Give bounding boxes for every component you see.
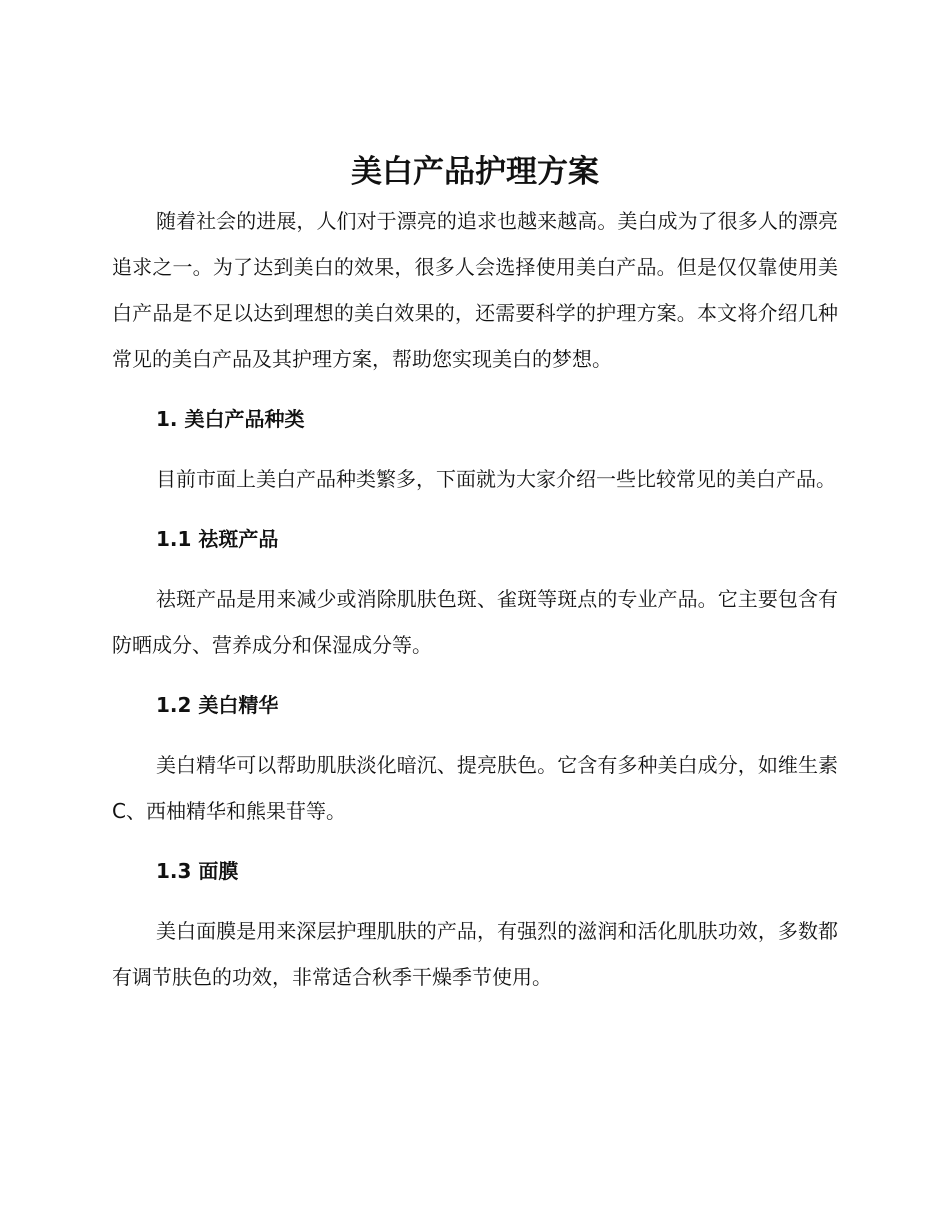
document-body [112,198,838,1000]
section-paragraph-1-2: 美白精华可以帮助肌肤淡化暗沉、提亮肤色。它含有多种美白成分，如维生素 C、西柚精华和熊果苷等。 [112,753,838,823]
intro-paragraph: 随着社会的进展，人们对于漂亮的追求也越来越高。美白成为了很多人的漂亮追求之一。为了达到美白的效果，很多人会选择使用美白产品。但是仅仅靠使用美白产品是不足以达到理想的美白效果的，还需要科学的护理方案。本文将介绍几种常见的美白产品及其护理方案，帮助您实现美白的梦想。 [112,209,838,371]
section-heading-1-3: 1.3 面膜 [156,859,239,883]
section-paragraph-1-3: 美白面膜是用来深层护理肌肤的产品，有强烈的滋润和活化肌肤功效，多数都有调节肤色的功效，非常适合秋季干燥季节使用。 [112,919,838,989]
section-heading-1-2: 1.2 美白精华 [156,693,279,717]
section-paragraph-1: 目前市面上美白产品种类繁多，下面就为大家介绍一些比较常见的美白产品。 [156,467,836,491]
section-paragraph-1-1: 祛斑产品是用来减少或消除肌肤色斑、雀斑等斑点的专业产品。它主要包含有防晒成分、营养成分和保湿成分等。 [112,587,838,657]
document-title: 美白产品护理方案 [351,154,599,190]
section-heading-1: 1. 美白产品种类 [156,407,305,431]
section-heading-1-1: 1.1 祛斑产品 [156,527,279,551]
